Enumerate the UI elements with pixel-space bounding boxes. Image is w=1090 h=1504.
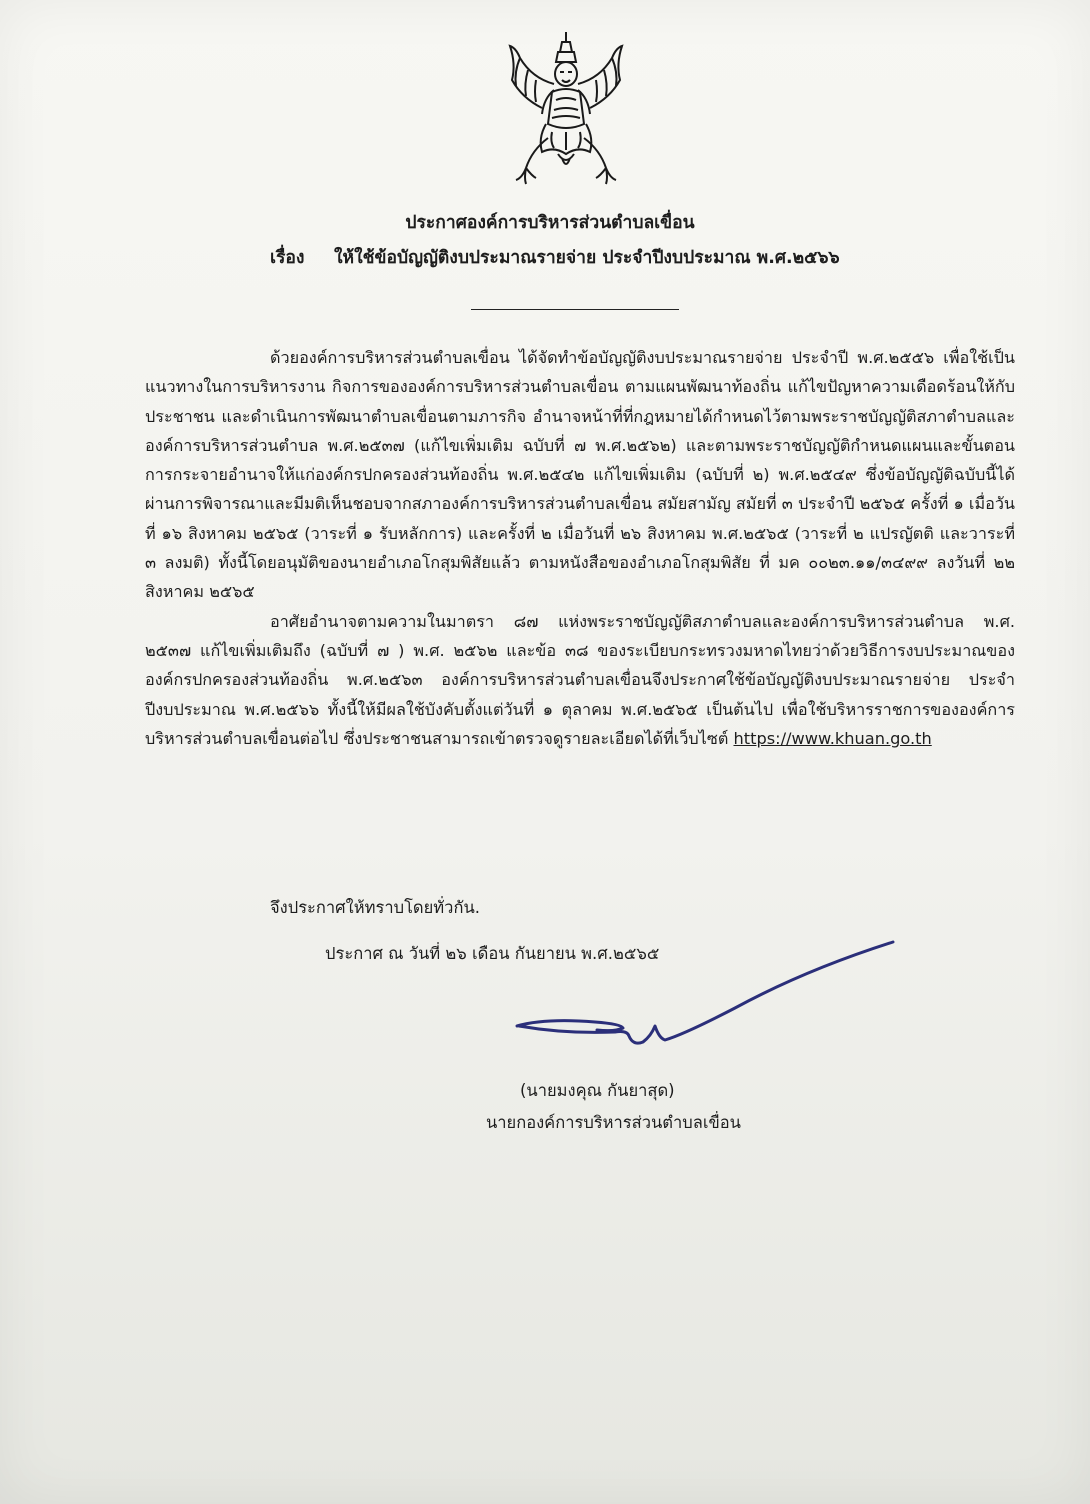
signer-name: (นายมงคุณ กันยาสุด) xyxy=(520,1081,675,1100)
website-link[interactable]: https://www.khuan.go.th xyxy=(733,728,932,748)
handwritten-signature xyxy=(505,938,905,1058)
body-paragraph-1: ด้วยองค์การบริหารส่วนตำบลเขื่อน ได้จัดทำข้อบัญญัติงบประมาณรายจ่าย ประจำปี พ.ศ.๒๕๕๖ เพื่อใช้เป็นแนวทางในการบริหารงาน กิจการขององค์การบริหารส่วนตำบลเขื่อน ตามแผนพัฒนาท้องถิ่น แก้ไขปัญหาความเดือดร้อนให้กับประชาชน และดำเนินการพัฒนาตำบลเขื่อนตามภารกิจ อำนาจหน้าที่ที่กฎหมายได้กำหนดไว้ตามพระราชบัญญัติสภาตำบลและองค์การบริหารส่วนตำบล พ.ศ.๒๕๓๗ (แก้ไขเพิ่มเติม ฉบับที่ ๗ พ.ศ.๒๕๖๒) และตามพระราชบัญญัติกำหนดแผนและขั้นตอนการกระจายอำนาจให้แก่องค์กรปกครองส่วนท้องถิ่น พ.ศ.๒๕๔๒ แก้ไขเพิ่มเติม (ฉบับที่ ๒) พ.ศ.๒๕๔๙ ซึ่งข้อบัญญัติฉบับนี้ได้ผ่านการพิจารณาและมีมติเห็นชอบจากสภาองค์การบริหารส่วนตำบลเขื่อน สมัยสามัญ สมัยที่ ๓ ประจำปี ๒๕๖๕ ครั้งที่ ๑ เมื่อวันที่ ๑๖ สิงหาคม ๒๕๖๕ (วาระที่ ๑ รับหลักการ) และครั้งที่ ๒ เมื่อวันที่ ๒๖ สิงหาคม พ.ศ.๒๕๖๕ (วาระที่ ๒ แปรญัตติ และวาระที่ ๓ ลงมติ) ทั้งนี้โดยอนุมัติของนายอำเภอโกสุมพิสัยแล้ว ตามหนังสือของอำเภอโกสุมพิสัย ที่ มค ๐๐๒๓.๑๑/๓๔๙๙ ลงวันที่ ๒๒ สิงหาคม ๒๕๖๕ xyxy=(145,348,1015,602)
document-body xyxy=(145,343,1015,753)
signer-title: นายกองค์การบริหารส่วนตำบลเขื่อน xyxy=(486,1113,741,1132)
subject-text: ให้ใช้ข้อบัญญัติงบประมาณรายจ่าย ประจำปีงบประมาณ พ.ศ.๒๕๖๖ xyxy=(334,248,840,268)
body-paragraph-2 xyxy=(145,607,1015,753)
subject-line xyxy=(270,243,840,271)
closing-statement: จึงประกาศให้ทราบโดยทั่วกัน. xyxy=(270,898,480,917)
garuda-emblem-icon xyxy=(502,28,630,190)
title-divider xyxy=(471,309,679,310)
subject-label: เรื่อง xyxy=(270,248,305,268)
document-title: ประกาศองค์การบริหารส่วนตำบลเขื่อน xyxy=(405,213,695,233)
announcement-date: ประกาศ ณ วันที่ ๒๖ เดือน กันยายน พ.ศ.๒๕๖๕ xyxy=(325,944,660,963)
body-paragraph-2-text: อาศัยอำนาจตามความในมาตรา ๘๗ แห่งพระราชบัญญัติสภาตำบลและองค์การบริหารส่วนตำบล พ.ศ. ๒๕๓๗ แก้ไขเพิ่มเติมถึง (ฉบับที่ ๗ ) พ.ศ. ๒๕๖๒ และข้อ ๓๘ ของระเบียบกระทรวงมหาดไทยว่าด้วยวิธีการงบประมาณขององค์กรปกครองส่วนท้องถิ่น พ.ศ.๒๕๖๓ องค์การบริหารส่วนตำบลเขื่อนจึงประกาศใช้ข้อบัญญัติงบประมาณรายจ่าย ประจำปีงบประมาณ พ.ศ.๒๕๖๖ ทั้งนี้ให้มีผลใช้บังคับตั้งแต่วันที่ ๑ ตุลาคม พ.ศ.๒๕๖๕ เป็นต้นไป เพื่อใช้บริหารราชการขององค์การบริหารส่วนตำบลเขื่อนต่อไป ซึ่งประชาชนสามารถเข้าตรวจดูรายละเอียดได้ที่เว็บไซต์ xyxy=(145,611,1015,748)
